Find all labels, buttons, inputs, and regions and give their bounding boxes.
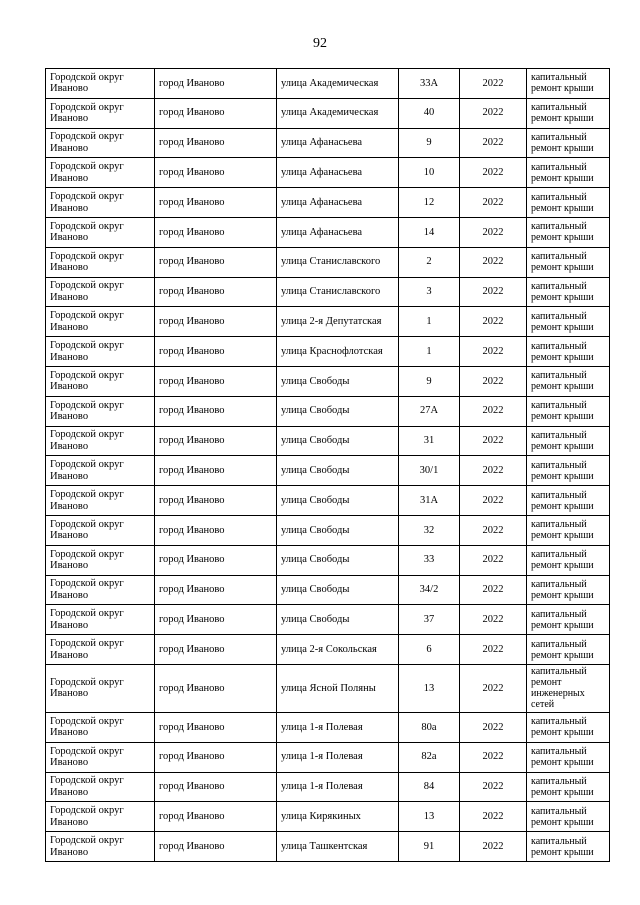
house-number-cell: 37 (399, 605, 460, 635)
year-cell: 2022 (460, 188, 527, 218)
street-cell: улица Кирякиных (277, 802, 399, 832)
municipality-cell: Городской округ Иваново (46, 277, 155, 307)
municipality-cell: Городской округ Иваново (46, 128, 155, 158)
work-type-cell: капитальный ремонт крыши (527, 605, 610, 635)
city-cell: город Иваново (155, 545, 277, 575)
year-cell: 2022 (460, 545, 527, 575)
year-cell: 2022 (460, 307, 527, 337)
work-type-cell: капитальный ремонт крыши (527, 98, 610, 128)
work-type-cell: капитальный ремонт инженерных сетей (527, 664, 610, 712)
work-type-cell: капитальный ремонт крыши (527, 307, 610, 337)
municipality-cell: Городской округ Иваново (46, 426, 155, 456)
house-number-cell: 27А (399, 396, 460, 426)
city-cell: город Иваново (155, 69, 277, 99)
city-cell: город Иваново (155, 366, 277, 396)
table-row (46, 247, 610, 277)
municipality-cell: Городской округ Иваново (46, 456, 155, 486)
work-type-cell: капитальный ремонт крыши (527, 337, 610, 367)
municipality-cell: Городской округ Иваново (46, 772, 155, 802)
city-cell: город Иваново (155, 515, 277, 545)
table-row (46, 575, 610, 605)
year-cell: 2022 (460, 98, 527, 128)
table-row (46, 515, 610, 545)
year-cell: 2022 (460, 128, 527, 158)
year-cell: 2022 (460, 456, 527, 486)
house-number-cell: 31А (399, 486, 460, 516)
house-number-cell: 12 (399, 188, 460, 218)
street-cell: улица Свободы (277, 605, 399, 635)
table-row (46, 128, 610, 158)
house-number-cell: 9 (399, 128, 460, 158)
city-cell: город Иваново (155, 98, 277, 128)
work-type-cell: капитальный ремонт крыши (527, 69, 610, 99)
work-type-cell: капитальный ремонт крыши (527, 712, 610, 742)
year-cell: 2022 (460, 772, 527, 802)
street-cell: улица 2-я Сокольская (277, 635, 399, 665)
house-number-cell: 84 (399, 772, 460, 802)
city-cell: город Иваново (155, 128, 277, 158)
city-cell: город Иваново (155, 247, 277, 277)
street-cell: улица Станиславского (277, 247, 399, 277)
table-row (46, 98, 610, 128)
year-cell: 2022 (460, 217, 527, 247)
table-row (46, 277, 610, 307)
house-number-cell: 9 (399, 366, 460, 396)
street-cell: улица Свободы (277, 545, 399, 575)
street-cell: улица Свободы (277, 486, 399, 516)
street-cell: улица Свободы (277, 396, 399, 426)
work-type-cell: капитальный ремонт крыши (527, 158, 610, 188)
city-cell: город Иваново (155, 456, 277, 486)
street-cell: улица Свободы (277, 575, 399, 605)
table-row (46, 188, 610, 218)
street-cell: улица Свободы (277, 366, 399, 396)
house-number-cell: 3 (399, 277, 460, 307)
city-cell: город Иваново (155, 772, 277, 802)
table-body (46, 69, 610, 862)
table-row (46, 802, 610, 832)
city-cell: город Иваново (155, 575, 277, 605)
house-number-cell: 13 (399, 664, 460, 712)
municipality-cell: Городской округ Иваново (46, 98, 155, 128)
table-row (46, 635, 610, 665)
table-row (46, 772, 610, 802)
street-cell: улица Афанасьева (277, 188, 399, 218)
year-cell: 2022 (460, 366, 527, 396)
work-type-cell: капитальный ремонт крыши (527, 456, 610, 486)
municipality-cell: Городской округ Иваново (46, 545, 155, 575)
city-cell: город Иваново (155, 188, 277, 218)
city-cell: город Иваново (155, 742, 277, 772)
year-cell: 2022 (460, 515, 527, 545)
house-number-cell: 91 (399, 832, 460, 862)
house-number-cell: 10 (399, 158, 460, 188)
work-type-cell: капитальный ремонт крыши (527, 366, 610, 396)
year-cell: 2022 (460, 247, 527, 277)
table-row (46, 456, 610, 486)
house-number-cell: 1 (399, 337, 460, 367)
municipality-cell: Городской округ Иваново (46, 247, 155, 277)
year-cell: 2022 (460, 832, 527, 862)
house-number-cell: 33 (399, 545, 460, 575)
table-row (46, 545, 610, 575)
municipality-cell: Городской округ Иваново (46, 605, 155, 635)
municipality-cell: Городской округ Иваново (46, 217, 155, 247)
city-cell: город Иваново (155, 712, 277, 742)
street-cell: улица 1-я Полевая (277, 772, 399, 802)
street-cell: улица Ясной Поляны (277, 664, 399, 712)
municipality-cell: Городской округ Иваново (46, 742, 155, 772)
municipality-cell: Городской округ Иваново (46, 575, 155, 605)
table-row (46, 712, 610, 742)
table-row (46, 426, 610, 456)
house-number-cell: 1 (399, 307, 460, 337)
city-cell: город Иваново (155, 664, 277, 712)
work-type-cell: капитальный ремонт крыши (527, 188, 610, 218)
municipality-cell: Городской округ Иваново (46, 69, 155, 99)
house-number-cell: 6 (399, 635, 460, 665)
house-number-cell: 2 (399, 247, 460, 277)
table-row (46, 396, 610, 426)
street-cell: улица Свободы (277, 426, 399, 456)
city-cell: город Иваново (155, 277, 277, 307)
work-type-cell: капитальный ремонт крыши (527, 128, 610, 158)
table-row (46, 664, 610, 712)
street-cell: улица Афанасьева (277, 158, 399, 188)
work-type-cell: капитальный ремонт крыши (527, 742, 610, 772)
municipality-cell: Городской округ Иваново (46, 158, 155, 188)
municipality-cell: Городской округ Иваново (46, 337, 155, 367)
house-number-cell: 40 (399, 98, 460, 128)
municipality-cell: Городской округ Иваново (46, 188, 155, 218)
work-type-cell: капитальный ремонт крыши (527, 802, 610, 832)
work-type-cell: капитальный ремонт крыши (527, 832, 610, 862)
street-cell: улица Афанасьева (277, 128, 399, 158)
municipality-cell: Городской округ Иваново (46, 712, 155, 742)
year-cell: 2022 (460, 605, 527, 635)
municipality-cell: Городской округ Иваново (46, 664, 155, 712)
house-number-cell: 31 (399, 426, 460, 456)
street-cell: улица 1-я Полевая (277, 712, 399, 742)
year-cell: 2022 (460, 664, 527, 712)
city-cell: город Иваново (155, 396, 277, 426)
table-row (46, 307, 610, 337)
city-cell: город Иваново (155, 426, 277, 456)
year-cell: 2022 (460, 396, 527, 426)
year-cell: 2022 (460, 486, 527, 516)
year-cell: 2022 (460, 158, 527, 188)
work-type-cell: капитальный ремонт крыши (527, 277, 610, 307)
housing-repair-table (45, 68, 610, 862)
table-row (46, 69, 610, 99)
year-cell: 2022 (460, 742, 527, 772)
city-cell: город Иваново (155, 605, 277, 635)
house-number-cell: 80а (399, 712, 460, 742)
city-cell: город Иваново (155, 832, 277, 862)
table-row (46, 217, 610, 247)
work-type-cell: капитальный ремонт крыши (527, 426, 610, 456)
house-number-cell: 34/2 (399, 575, 460, 605)
year-cell: 2022 (460, 337, 527, 367)
street-cell: улица Станиславского (277, 277, 399, 307)
year-cell: 2022 (460, 802, 527, 832)
table-row (46, 742, 610, 772)
municipality-cell: Городской округ Иваново (46, 635, 155, 665)
municipality-cell: Городской округ Иваново (46, 486, 155, 516)
work-type-cell: капитальный ремонт крыши (527, 247, 610, 277)
city-cell: город Иваново (155, 635, 277, 665)
street-cell: улица Академическая (277, 69, 399, 99)
year-cell: 2022 (460, 426, 527, 456)
municipality-cell: Городской округ Иваново (46, 396, 155, 426)
municipality-cell: Городской округ Иваново (46, 366, 155, 396)
work-type-cell: капитальный ремонт крыши (527, 515, 610, 545)
city-cell: город Иваново (155, 158, 277, 188)
year-cell: 2022 (460, 277, 527, 307)
table-row (46, 366, 610, 396)
municipality-cell: Городской округ Иваново (46, 802, 155, 832)
street-cell: улица Афанасьева (277, 217, 399, 247)
work-type-cell: капитальный ремонт крыши (527, 545, 610, 575)
year-cell: 2022 (460, 69, 527, 99)
municipality-cell: Городской округ Иваново (46, 307, 155, 337)
work-type-cell: капитальный ремонт крыши (527, 772, 610, 802)
work-type-cell: капитальный ремонт крыши (527, 635, 610, 665)
house-number-cell: 30/1 (399, 456, 460, 486)
city-cell: город Иваново (155, 217, 277, 247)
table-row (46, 605, 610, 635)
house-number-cell: 33А (399, 69, 460, 99)
city-cell: город Иваново (155, 307, 277, 337)
city-cell: город Иваново (155, 486, 277, 516)
table-row (46, 832, 610, 862)
house-number-cell: 32 (399, 515, 460, 545)
street-cell: улица Краснофлотская (277, 337, 399, 367)
page-number: 92 (313, 36, 327, 51)
year-cell: 2022 (460, 635, 527, 665)
table-row (46, 158, 610, 188)
municipality-cell: Городской округ Иваново (46, 832, 155, 862)
table-row (46, 337, 610, 367)
house-number-cell: 82а (399, 742, 460, 772)
work-type-cell: капитальный ремонт крыши (527, 575, 610, 605)
house-number-cell: 14 (399, 217, 460, 247)
work-type-cell: капитальный ремонт крыши (527, 486, 610, 516)
year-cell: 2022 (460, 575, 527, 605)
street-cell: улица Академическая (277, 98, 399, 128)
street-cell: улица Ташкентская (277, 832, 399, 862)
city-cell: город Иваново (155, 802, 277, 832)
house-number-cell: 13 (399, 802, 460, 832)
street-cell: улица 1-я Полевая (277, 742, 399, 772)
work-type-cell: капитальный ремонт крыши (527, 217, 610, 247)
street-cell: улица Свободы (277, 456, 399, 486)
municipality-cell: Городской округ Иваново (46, 515, 155, 545)
year-cell: 2022 (460, 712, 527, 742)
table-row (46, 486, 610, 516)
street-cell: улица 2-я Депутатская (277, 307, 399, 337)
city-cell: город Иваново (155, 337, 277, 367)
work-type-cell: капитальный ремонт крыши (527, 396, 610, 426)
street-cell: улица Свободы (277, 515, 399, 545)
